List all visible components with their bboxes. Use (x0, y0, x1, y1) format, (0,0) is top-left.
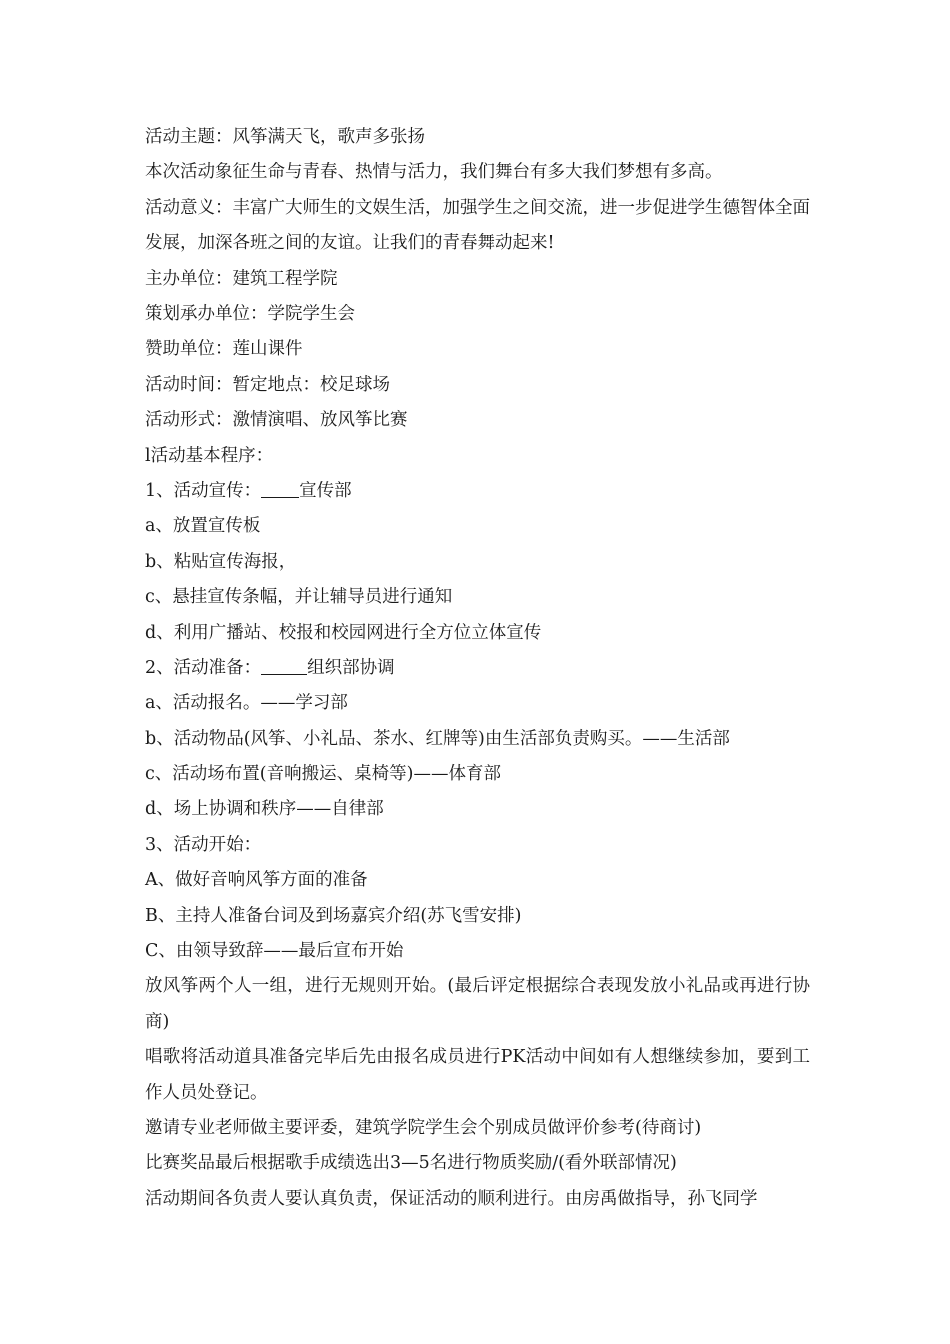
step2-item-a: a、活动报名。——学习部 (145, 693, 348, 714)
step1-prefix: 1、活动宣传： (145, 480, 262, 501)
symbol-line: 本次活动象征生命与青春、热情与活力，我们舞台有多大我们梦想有多高。 (145, 162, 723, 183)
step2-blank (261, 656, 307, 675)
step3-item-a: A、做好音响风筝方面的准备 (145, 870, 368, 891)
step1-item-d: d、利用广播站、校报和校园网进行全方位立体宣传 (145, 622, 542, 643)
judges-line: 邀请专业老师做主要评委，建筑学院学生会个别成员做评价参考(待商讨) (145, 1118, 702, 1139)
step2-item-c: c、活动场布置(音响搬运、桌椅等)——体育部 (145, 764, 501, 785)
step1-item-a: a、放置宣传板 (145, 516, 261, 537)
step2-prefix: 2、活动准备： (145, 657, 262, 678)
step3-item-c: C、由领导致辞——最后宣布开始 (145, 941, 404, 962)
procedure-heading: l活动基本程序： (145, 445, 274, 466)
time-place-line: 活动时间：暂定地点：校足球场 (145, 374, 390, 395)
step1-suffix: 宣传部 (299, 480, 352, 501)
step2-item-d: d、场上协调和秩序——自律部 (145, 799, 384, 820)
document-body (145, 120, 810, 1217)
step1-blank (261, 479, 299, 498)
kite-paragraph: 放风筝两个人一组，进行无规则开始。(最后评定根据综合表现发放小礼品或再进行协商) (145, 976, 810, 1032)
prizes-line: 比赛奖品最后根据歌手成绩选出3—5名进行物质奖励/(看外联部情况) (145, 1153, 677, 1174)
sing-paragraph: 唱歌将活动道具准备完毕后先由报名成员进行PK活动中间如有人想继续参加，要到工作人员处登记。 (145, 1047, 810, 1103)
form-line: 活动形式：激情演唱、放风筝比赛 (145, 410, 408, 431)
step3-item-b: B、主持人准备台词及到场嘉宾介绍(苏飞雪安排) (145, 905, 522, 926)
duty-line: 活动期间各负责人要认真负责，保证活动的顺利进行。由房禹做指导，孙飞同学 (145, 1188, 758, 1209)
step1-item-b: b、粘贴宣传海报， (145, 551, 297, 572)
step1-item-c: c、悬挂宣传条幅，并让辅导员进行通知 (145, 587, 453, 608)
step3-line: 3、活动开始： (145, 834, 262, 855)
meaning-paragraph: 活动意义：丰富广大师生的文娱生活，加强学生之间交流，进一步促进学生德智体全面发展，加深各班之间的友谊。让我们的青春舞动起来! (145, 197, 810, 254)
theme-line: 活动主题：风筝满天飞，歌声多张扬 (145, 127, 425, 147)
sponsor-line: 赞助单位：莲山课件 (145, 339, 303, 360)
organizer-line: 策划承办单位：学院学生会 (145, 303, 355, 324)
step2-item-b: b、活动物品(风筝、小礼品、茶水、红牌等)由生活部负责购买。——生活部 (145, 728, 730, 749)
host-line: 主办单位：建筑工程学院 (145, 268, 338, 289)
step1-line (145, 474, 810, 509)
step2-line (145, 651, 810, 686)
step2-suffix: 组织部协调 (307, 657, 395, 678)
